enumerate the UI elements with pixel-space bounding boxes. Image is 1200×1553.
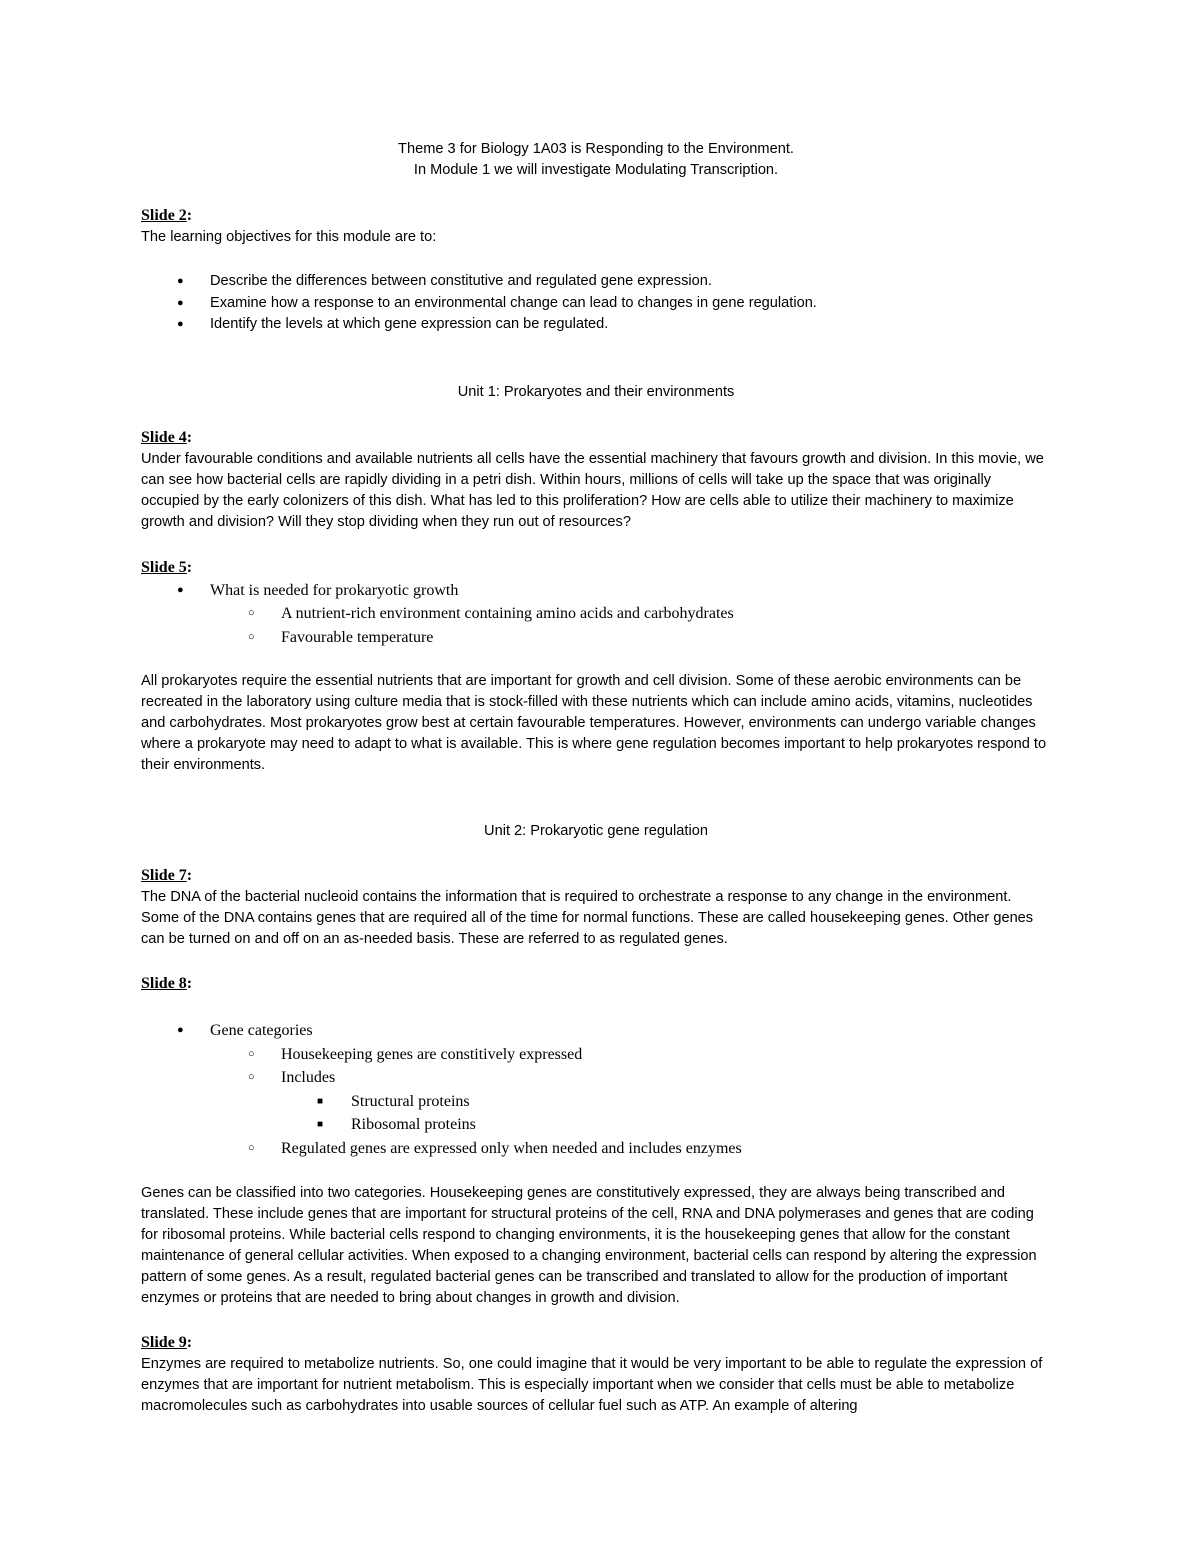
slide-5-heading	[141, 557, 1051, 579]
slide-9-heading-text: Slide 9	[141, 1334, 187, 1351]
list-item-text: Examine how a response to an environmental change can lead to changes in gene regulation.	[210, 294, 817, 311]
unit-2-title: Unit 2: Prokaryotic gene regulation	[484, 823, 708, 839]
list-item	[141, 602, 1051, 626]
slide-8-heading-text: Slide 8	[141, 975, 187, 992]
list-item-text: What is needed for prokaryotic growth	[210, 581, 459, 599]
slide-7-paragraph: The DNA of the bacterial nucleoid contains the information that is required to orchestrate a response to any change in the environment. Some of the DNA contains genes that are required all of the time for normal functions. These are called housekeeping genes. Other genes can be turned on and off on an as-needed basis. These are referred to as regulated genes.	[141, 889, 1034, 947]
list-item-text: Structural proteins	[351, 1092, 470, 1110]
bullet-circle-icon: ○	[248, 630, 255, 643]
bullet-disc-icon: ●	[177, 1024, 184, 1036]
list-item-text: Housekeeping genes are constitively expressed	[281, 1045, 583, 1063]
slide-9-heading	[141, 1332, 1051, 1354]
list-item-text: Includes	[281, 1069, 336, 1086]
list-item	[141, 293, 1051, 315]
list-item-text: Gene categories	[210, 1022, 313, 1039]
slide-2-heading	[141, 205, 1051, 227]
bullet-square-icon: ■	[317, 1095, 324, 1107]
bullet-circle-icon: ○	[248, 1071, 255, 1083]
colon: :	[186, 428, 193, 446]
list-item-text: Regulated genes are expressed only when needed and includes enzymes	[281, 1139, 742, 1157]
module-line: In Module 1 we will investigate Modulating Transcription.	[413, 162, 779, 178]
list-item-text: Ribosomal proteins	[351, 1116, 476, 1133]
bullet-disc-icon: ●	[177, 296, 184, 309]
slide-4-heading	[141, 427, 1051, 449]
document-body	[141, 139, 1051, 1417]
list-item	[141, 579, 1051, 603]
theme-line: Theme 3 for Biology 1A03 is Responding to the Environment.	[398, 141, 794, 157]
slide-4-heading-text: Slide 4	[141, 428, 187, 446]
bullet-disc-icon: ●	[177, 583, 184, 596]
colon: :	[186, 1334, 193, 1351]
slide-8-paragraph: Genes can be classified into two categories. Housekeeping genes are constitutively expressed, they are always being transcribed and translated. These include genes that are important for structural proteins of the cell, RNA and DNA polymerases and genes that are coding for ribosomal proteins. While bacterial cells respond to changing environments, it is the housekeeping genes that allow for the constant maintenance of general cellular activities. When exposed to a changing environment, bacterial cells can respond by altering the expression pattern of some genes. As a result, regulated bacterial genes can be transcribed and translated to allow for the production of important enzymes or proteins that are needed to bring about changes in growth and division.	[141, 1185, 1037, 1306]
bullet-circle-icon: ○	[248, 607, 255, 619]
list-item	[141, 1019, 1051, 1043]
unit-1-title: Unit 1: Prokaryotes and their environments	[457, 383, 735, 400]
list-item-text: A nutrient-rich environment containing amino acids and carbohydrates	[281, 605, 734, 622]
slide-8-heading	[141, 973, 1051, 995]
list-item	[141, 314, 1051, 336]
slide-2-heading-text: Slide 2	[141, 207, 187, 224]
list-item	[141, 1043, 1051, 1067]
colon: :	[186, 558, 193, 576]
list-item	[141, 271, 1051, 293]
list-item	[141, 1137, 1051, 1161]
slide-2-intro: The learning objectives for this module are to:	[141, 229, 437, 245]
list-item	[141, 626, 1051, 650]
bullet-square-icon: ■	[317, 1119, 324, 1130]
objectives-list	[141, 271, 1051, 336]
colon: :	[186, 867, 193, 884]
slide-5-heading-text: Slide 5	[141, 558, 187, 576]
gene-categories-list	[141, 1019, 1051, 1160]
slide-9-paragraph: Enzymes are required to metabolize nutrients. So, one could imagine that it would be very important to be able to regulate the expression of enzymes that are important for nutrient metabolism. This is especially important when we consider that cells must be able to metabolize macromolecules such as carbohydrates into usable sources of cellular fuel such as ATP. An example of altering	[141, 1356, 1043, 1414]
slide-7-heading-text: Slide 7	[141, 867, 187, 884]
list-item-text: Identify the levels at which gene expression can be regulated.	[210, 316, 609, 332]
growth-list	[141, 579, 1051, 650]
slide-7-heading	[141, 865, 1051, 887]
list-item	[141, 1066, 1051, 1090]
bullet-disc-icon: ●	[177, 318, 184, 330]
colon: :	[186, 975, 193, 992]
slide-4-paragraph: Under favourable conditions and available nutrients all cells have the essential machinery that favours growth and division. In this movie, we can see how bacterial cells are rapidly dividing in a petri dish. Within hours, millions of cells will take up the space that was originally occupied by the early colonizers of this dish. What has led to this proliferation? How are cells able to utilize their machinery to maximize growth and division? Will they stop dividing when they run out of resources?	[141, 450, 1044, 530]
slide-5-paragraph: All prokaryotes require the essential nutrients that are important for growth and cell division. Some of these aerobic environments can be recreated in the laboratory using culture media that is stock-filled with these nutrients which can include amino acids, vitamins, nucleotides and carbohydrates. Most prokaryotes grow best at certain favourable temperatures. However, environments can undergo variable changes where a prokaryote may need to adapt to what is available. This is where gene regulation becomes important to help prokaryotes respond to their environments.	[141, 673, 1047, 773]
colon: :	[186, 207, 193, 224]
list-item	[141, 1090, 1051, 1114]
bullet-disc-icon: ●	[177, 275, 184, 287]
bullet-circle-icon: ○	[248, 1141, 255, 1154]
list-item	[141, 1113, 1051, 1137]
list-item-text: Favourable temperature	[281, 628, 434, 646]
list-item-text: Describe the differences between constitutive and regulated gene expression.	[210, 273, 712, 289]
bullet-circle-icon: ○	[248, 1047, 255, 1060]
